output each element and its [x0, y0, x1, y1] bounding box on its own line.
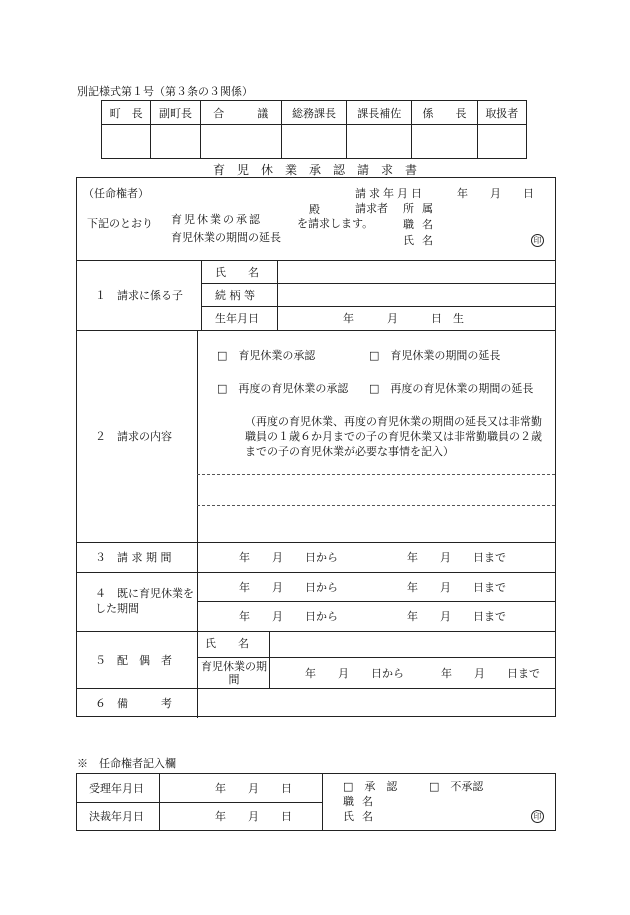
section2-label: ２ 請求の内容 [95, 430, 172, 443]
prior-period-1-to: 年 月 日まで [407, 581, 506, 594]
spouse-period-to: 年 月 日まで [441, 667, 540, 680]
section6-label: ６ 備 考 [95, 697, 172, 710]
request-period-to: 年 月 日まで [407, 551, 506, 564]
approve-check[interactable]: □ 承 認 [343, 780, 398, 793]
prior-period-2-from: 年 月 日から [239, 610, 338, 623]
authority-heading: ※ 任命権者記入欄 [77, 757, 176, 770]
seal-mark: 印 [531, 234, 544, 247]
approval-header-vice-mayor: 副町長 [151, 101, 200, 125]
section5-label: ５ 配 偶 者 [95, 654, 172, 667]
approval-header-assistant: 課長補佐 [347, 101, 412, 125]
received-date-value: 年 月 日 [215, 782, 292, 795]
authority-box [76, 773, 556, 831]
decided-date-label: 決裁年月日 [89, 810, 144, 823]
prior-period-1-from: 年 月 日から [239, 581, 338, 594]
section3-label: ３ 請 求 期 間 [95, 551, 172, 564]
spouse-period-label: 育児休業の期間 [201, 660, 267, 686]
name-label: 氏名 [403, 234, 441, 247]
main-form [76, 177, 556, 717]
child-name-label: 氏 名 [215, 266, 259, 279]
stamp-cell[interactable] [412, 125, 477, 159]
dono-label: 殿 [309, 203, 320, 216]
section1-label: １ 請求に係る子 [95, 289, 183, 302]
section4-label: ４ 既に育児休業をした期間 [95, 587, 194, 615]
authority-name-label: 氏名 [343, 810, 381, 823]
received-date-label: 受理年月日 [89, 782, 144, 795]
child-relation-label: 続 柄 等 [215, 289, 255, 302]
approval-header-general-affairs: 総務課長 [281, 101, 346, 125]
authority-seal-mark: 印 [531, 810, 544, 823]
form-number-note: 別記様式第１号（第３条の３関係） [77, 85, 253, 98]
stamp-cell[interactable] [102, 125, 151, 159]
form-title: 育 児 休 業 承 認 請 求 書 [212, 163, 417, 177]
spouse-name-label: 氏 名 [205, 637, 249, 650]
authority-label: （任命権者） [83, 187, 149, 200]
prior-period-2-to: 年 月 日まで [407, 610, 506, 623]
option-approval: 育児休業の承認 [171, 213, 262, 226]
affiliation-label: 所属 [403, 202, 441, 215]
stamp-cell[interactable] [347, 125, 412, 159]
position-label: 職名 [403, 218, 441, 231]
reject-check[interactable]: □ 不承認 [429, 780, 484, 793]
approval-header-mayor: 町 長 [102, 101, 151, 125]
approval-header-consultation: 合 議 [200, 101, 281, 125]
stamp-cell[interactable] [281, 125, 346, 159]
child-birth-label: 生年月日 [215, 312, 259, 325]
decided-date-value: 年 月 日 [215, 810, 292, 823]
approval-header-handler: 取扱者 [477, 101, 526, 125]
check-re-approval[interactable]: □ 再度の育児休業の承認 [217, 382, 349, 395]
below-prefix: 下記のとおり [87, 217, 153, 230]
request-date-value: 年 月 日 [457, 187, 534, 200]
section2-note: （再度の育児休業、再度の育児休業の期間の延長又は非常勤職員の１歳６か月までの子の育児休業又は非常勤職員の２歳までの子の育児休業が必要な事情を記入） [245, 415, 542, 458]
stamp-cell[interactable] [477, 125, 526, 159]
check-extension[interactable]: □ 育児休業の期間の延長 [369, 349, 501, 362]
authority-position-label: 職名 [343, 795, 381, 808]
requester-label: 請求者 [355, 202, 388, 215]
stamp-cell[interactable] [151, 125, 200, 159]
request-period-from: 年 月 日から [239, 551, 338, 564]
check-re-extension[interactable]: □ 再度の育児休業の期間の延長 [369, 382, 534, 395]
request-suffix: を請求します。 [297, 217, 374, 230]
spouse-period-from: 年 月 日から [305, 667, 404, 680]
check-approval[interactable]: □ 育児休業の承認 [217, 349, 316, 362]
request-date-label: 請求年月日 [355, 187, 425, 200]
child-birth-value: 年 月 日 生 [343, 312, 464, 325]
approval-box [101, 100, 527, 159]
stamp-cell[interactable] [200, 125, 281, 159]
option-extension: 育児休業の期間の延長 [171, 231, 281, 244]
approval-header-chief: 係 長 [412, 101, 477, 125]
